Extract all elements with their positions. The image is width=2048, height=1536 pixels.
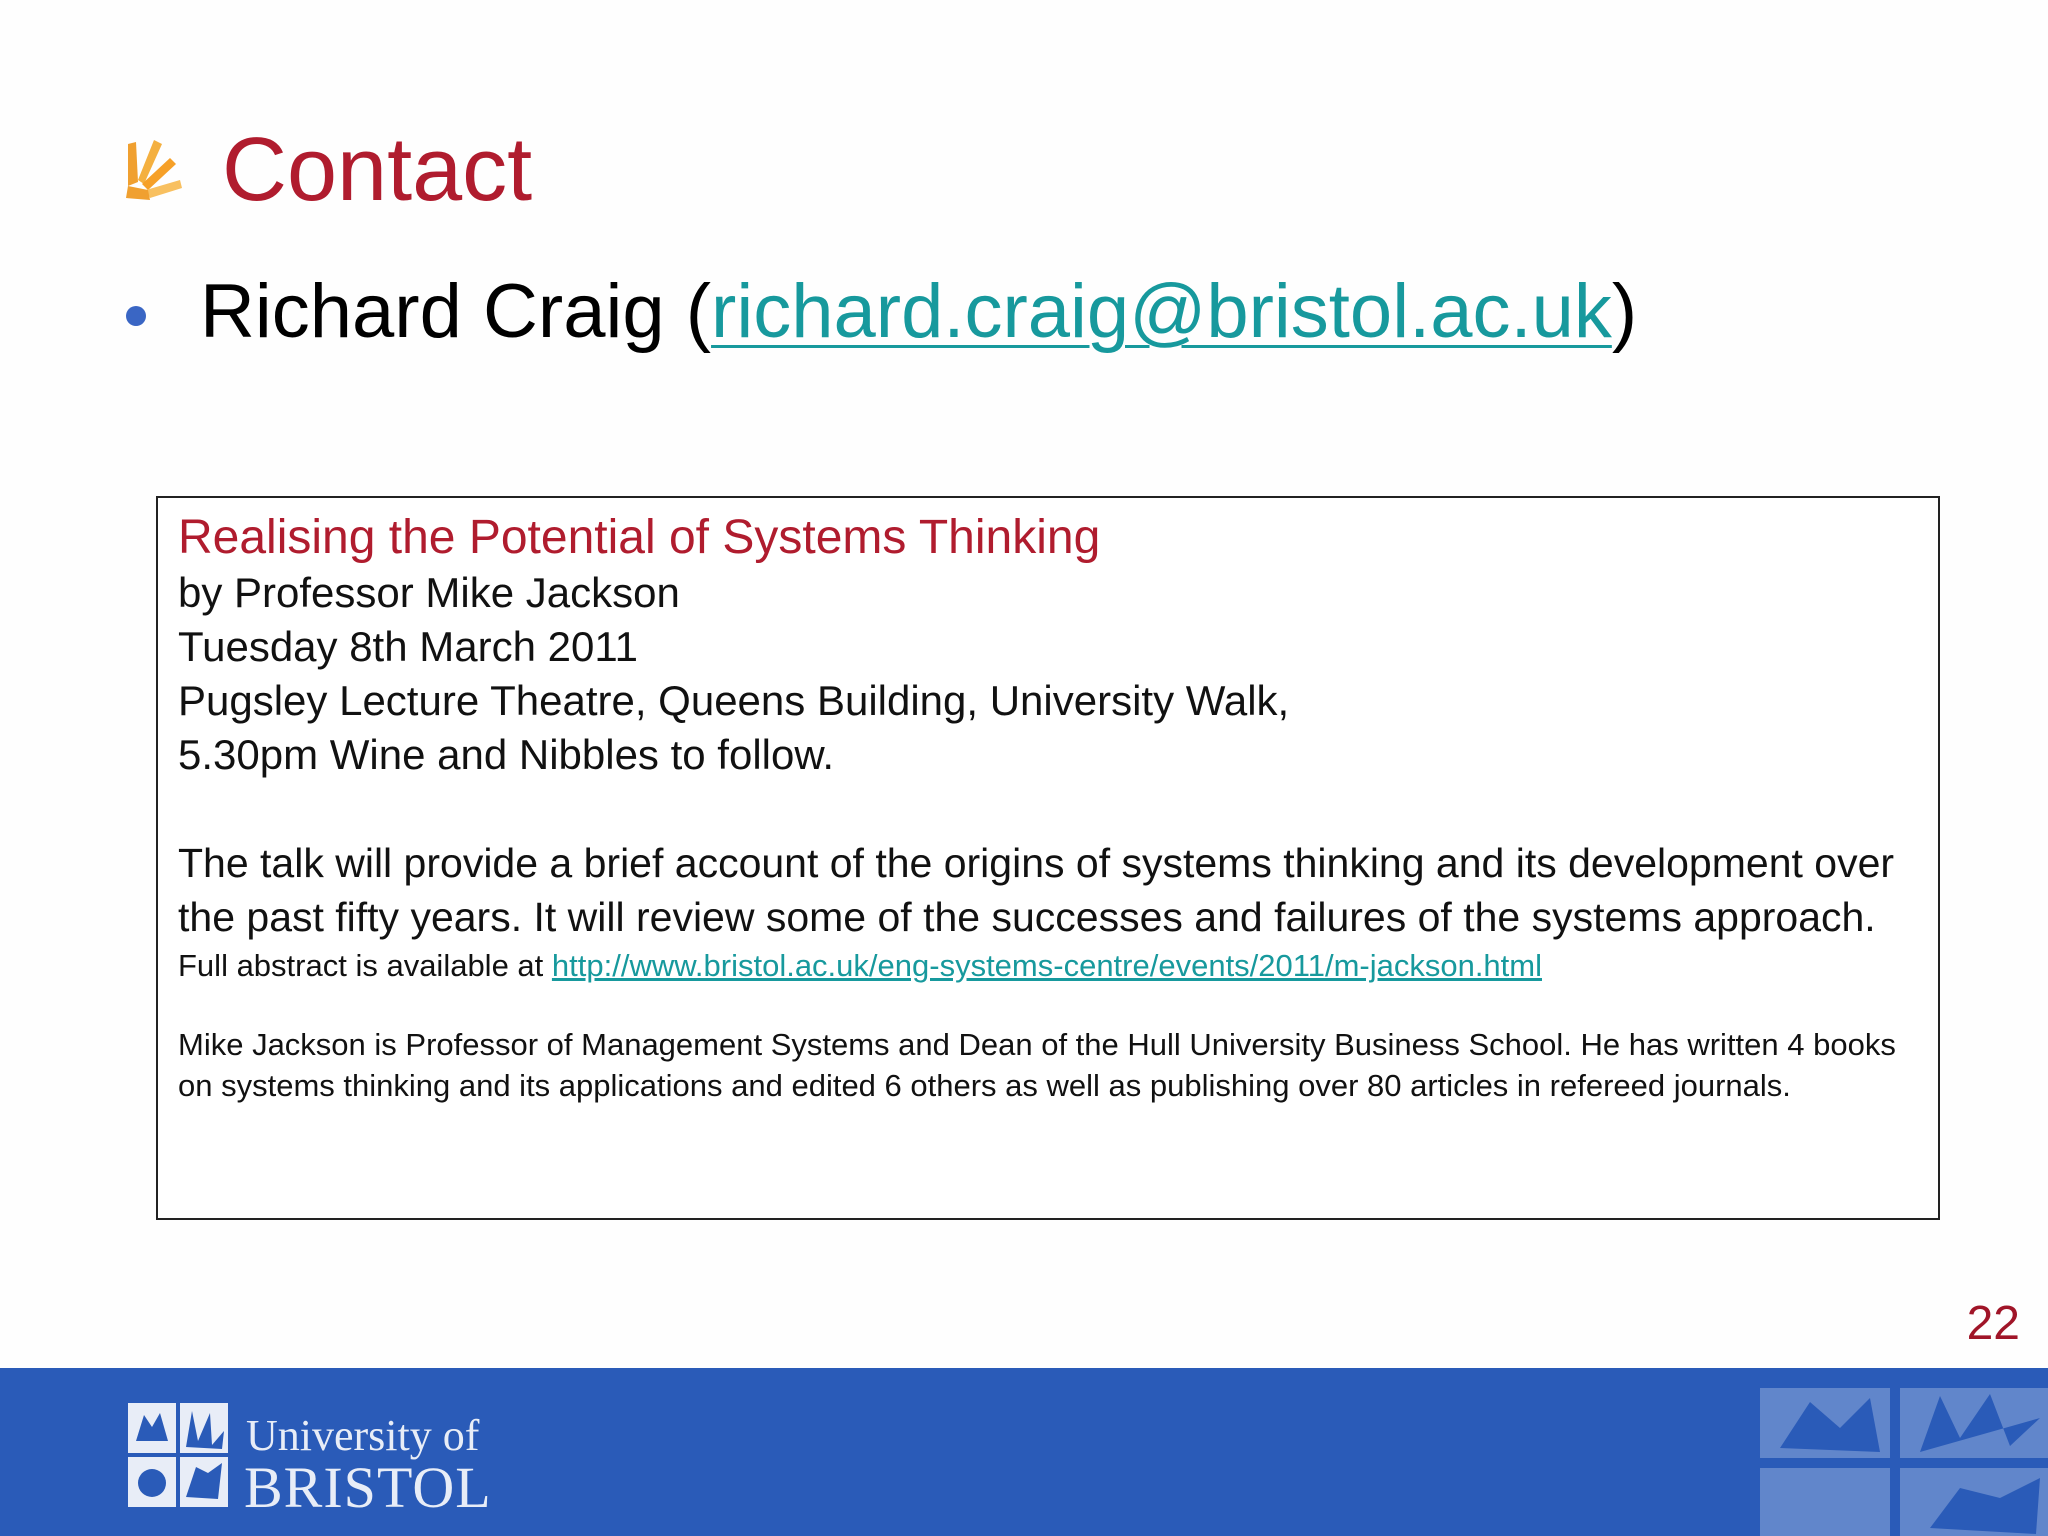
logo-text-line1: University of [246, 1411, 480, 1460]
contact-email-link[interactable]: richard.craig@bristol.ac.uk [711, 269, 1612, 354]
abstract-line [178, 946, 1918, 986]
event-description: The talk will provide a brief account of the origins of systems thinking and its development over the past fifty years. It will review some of the successes and failures of the systems approach. [178, 840, 1895, 940]
abstract-link[interactable]: http://www.bristol.ac.uk/eng-systems-centre/events/2011/m-jackson.html [551, 948, 1542, 983]
crest-watermark-icon [1740, 1368, 2048, 1536]
abstract-prefix: Full abstract is available at [178, 948, 552, 983]
spacer [178, 986, 1918, 1024]
sunburst-icon [124, 136, 186, 206]
event-venue: Pugsley Lecture Theatre, Queens Building, University Walk, [178, 677, 1290, 724]
event-time: 5.30pm Wine and Nibbles to follow. [178, 731, 835, 778]
contact-line [200, 266, 1637, 358]
event-speaker: by Professor Mike Jackson [178, 569, 680, 616]
contact-name: Richard Craig ( [200, 269, 712, 354]
event-date: Tuesday 8th March 2011 [178, 623, 638, 670]
logo-text-line2: BRISTOL [244, 1455, 492, 1520]
page-number: 22 [1966, 1297, 2020, 1350]
bullet-dot [126, 306, 146, 326]
event-title: Realising the Potential of Systems Thinking [178, 511, 1101, 564]
slide-title: Contact [222, 120, 533, 220]
event-box [156, 496, 1940, 1220]
speaker-bio: Mike Jackson is Professor of Management Systems and Dean of the Hull University Business School. He has written 4 books on systems thinking and its applications and edited 6 others as well as publishing over 80 articles in refereed journals. [178, 1027, 1896, 1103]
footer-bar [0, 1368, 2048, 1536]
contact-close-paren: ) [1611, 269, 1638, 354]
university-crest-icon [126, 1401, 230, 1509]
spacer [178, 782, 1918, 836]
